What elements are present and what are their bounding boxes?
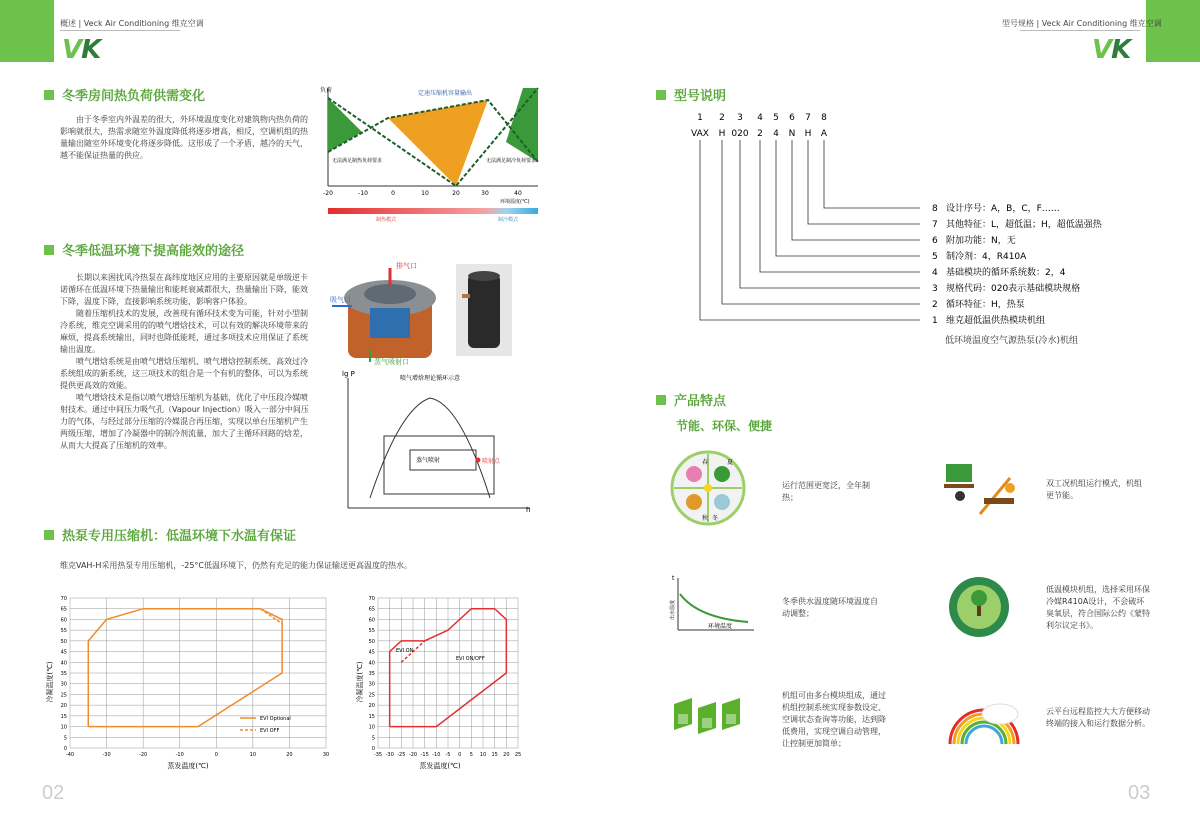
right-header-rule	[1020, 30, 1140, 31]
compressor-paragraph: 维克VAH-H采用热泵专用压缩机，-25°C低温环境下，仍然有充足的能力保证输送更高温度的热水。	[60, 561, 412, 570]
cloud-rainbow-icon	[944, 694, 1024, 750]
code-leader-line	[792, 140, 920, 240]
x-tick-label: 0	[214, 752, 218, 758]
feature-2-text: 双工况机组运行模式，机组更节能。	[1046, 479, 1142, 500]
chart-y-label: 负荷	[320, 87, 333, 94]
model-code-diagram	[680, 110, 1150, 350]
exhaust-label: 排气口	[396, 262, 417, 270]
x-tick-label: 25	[514, 752, 522, 758]
right-logo: VK	[1092, 35, 1131, 65]
legend-evi-optional: EVI Optional	[260, 716, 291, 722]
x-tick-label: -10	[432, 752, 441, 758]
y-tick-label: 70	[60, 596, 67, 602]
legend-number: 1	[932, 316, 938, 326]
feature-6-text: 云平台远程监控大大方便移动终端的接入和运行数据分析。	[1046, 707, 1150, 728]
x-tick-label: -30	[385, 752, 394, 758]
y-tick-label: 50	[60, 638, 67, 645]
compressor-photo	[456, 264, 512, 356]
x-tick-label: -25	[397, 752, 406, 758]
y-tick-label: 20	[60, 703, 67, 710]
left-accent-bar	[0, 0, 54, 62]
tick-5: 20	[452, 190, 460, 197]
ph-y-label: lg P	[342, 370, 355, 378]
legend-text: 循环特征：H，热泵	[946, 300, 1025, 310]
y-tick-label: 5	[63, 735, 67, 742]
legend-number: 5	[932, 252, 938, 262]
x-tick-label: 0	[458, 752, 462, 758]
modules-icon	[670, 694, 752, 740]
efficiency-paragraph-4: 喷气增焓技术是指以喷气增焓压缩机为基础，优化了中压段冷媒喷射技术。通过中间压力吸气孔（Vapour Injection）吸入一部分中间压力的气体，与经过部分压缩的冷媒混合再压缩，实现以单台压缩机产生两级压缩，增加了冷凝器中的制冷剂流量，加大了主循环回路的焓差，从而大大提高了压缩机的效率。	[60, 393, 309, 450]
page-number-left: 02	[42, 782, 65, 804]
code-leader-line	[808, 140, 920, 224]
x-tick-label: 5	[469, 752, 473, 758]
x-tick-label: 15	[491, 752, 498, 758]
season-winter: 冬	[712, 515, 719, 522]
envelope-2-y-label: 冷凝温度(℃)	[356, 661, 364, 703]
compressor-cutaway-image	[330, 258, 450, 368]
efficiency-paragraph-1: 长期以来困扰风冷热泵在高纬度地区应用的主要原因就是单级逆卡诺循环在低温环境下热量输出和能耗衰减都很大，热量输出下降，能效下降，温度下降，直接影响系统功能，影响客户体验。	[60, 273, 308, 306]
feature-5-text: 机组可由多台模块组成，通过机组控制系统实现参数设定、空调状态查询等功能，达到降低费用，实现空调自动管理，让控制更加简单；	[782, 691, 886, 748]
right-green-region	[506, 88, 538, 162]
chart-left-label: 无法满足制热负荷要求	[332, 158, 383, 164]
tick-6: 30	[481, 190, 489, 197]
ph-cycle-rect	[384, 436, 494, 494]
tick-4: 10	[421, 190, 429, 197]
code-value: 020	[731, 129, 749, 139]
suction-label: 吸气口	[330, 296, 351, 304]
code-leader-line	[700, 140, 920, 320]
legend-number: 2	[932, 300, 938, 310]
y-tick-label: 25	[60, 692, 67, 699]
efficiency-paragraph-2: 随着压缩机技术的发展，改善现有循环技术变为可能，针对小型制冷系统，维克空调采用的的喷气增焓技术，可以有效的解决环境带来的麻烦，提高系统输出，同时也降低能耗，通过多项技术应用保证了系统输出温度。	[60, 309, 308, 354]
legend-text: 维克超低温供热模块机组	[946, 316, 1046, 326]
section-title-efficiency: 冬季低温环境下提高能效的途径	[44, 240, 244, 259]
x-tick-label: 10	[249, 752, 257, 758]
series-evi-off	[260, 609, 282, 624]
code-digit: 8	[821, 113, 827, 123]
code-leader-line	[776, 140, 920, 256]
y-tick-label: 40	[368, 660, 375, 667]
legend-text: 基础模块的循环系统数：2，4	[946, 268, 1066, 278]
legend-number: 3	[932, 284, 938, 294]
tick-3: 0	[391, 190, 395, 197]
chart-right-label: 无法满足制冷负荷要求	[486, 158, 537, 164]
y-tick-label: 5	[371, 735, 375, 742]
x-tick-label: 20	[503, 752, 510, 758]
tick-7: 40	[514, 190, 522, 197]
ph-point-label: 喷射点	[482, 458, 501, 465]
model-code-rows	[691, 113, 1103, 326]
chart-x-label: 环境温度(℃)	[500, 199, 530, 205]
legend-number: 8	[932, 204, 938, 214]
code-value: N	[788, 129, 796, 139]
code-digit: 4	[757, 113, 763, 123]
y-tick-label: 10	[60, 724, 67, 731]
legend-text: 制冷剂：4，R410A	[946, 252, 1027, 262]
y-tick-label: 30	[60, 681, 67, 688]
code-value: 4	[773, 129, 779, 139]
y-tick-label: 60	[368, 617, 375, 624]
mini-t-label: t	[672, 575, 675, 582]
y-tick-label: 40	[60, 660, 67, 667]
x-tick-label: -5	[445, 752, 451, 758]
y-tick-label: 65	[60, 606, 67, 613]
feature-1-text: 运行范围更宽泛，全年制热；	[782, 481, 870, 502]
envelope-1-x-label: 蒸发温度(℃)	[167, 762, 209, 770]
dual-mode-icon	[940, 458, 1022, 520]
ph-title: 喷气增焓理论循环示意	[400, 375, 461, 382]
efficiency-paragraph-3: 喷气增焓系统是由喷气增焓压缩机、喷气增焓控制系统、高效过冷系统组成的新系统，这三项技术的组合是一个有机的整体，可以为系统提供更高效的效能。	[60, 357, 308, 390]
code-value: 2	[757, 129, 763, 139]
left-green-region	[328, 98, 362, 152]
y-tick-label: 45	[60, 649, 67, 656]
code-value: VAX	[691, 129, 709, 139]
features-subheading: 节能、环保、便捷	[676, 419, 773, 433]
y-tick-label: 15	[60, 713, 67, 720]
legend-text: 附加功能：N，无	[946, 236, 1016, 246]
code-value: A	[820, 129, 828, 139]
mini-x-label: 环境温度	[708, 623, 733, 630]
code-leader-line	[740, 140, 920, 288]
feature-4-text: 低温模块机组，选择采用环保冷媒R410A设计，不会破坏臭氧层，符合国际公约《蒙特利尔议定书》。	[1046, 585, 1150, 630]
section-title-model: 型号说明	[656, 85, 726, 104]
legend-text: 其他特征：L，超低温；H，超低温强热	[946, 220, 1102, 230]
code-value: H	[718, 129, 726, 139]
heat-mode-label: 制热模式	[376, 217, 397, 222]
water-temp-mini-chart	[668, 574, 758, 634]
heat-load-chart	[318, 82, 544, 222]
tick-1: -20	[323, 190, 333, 197]
code-digit: 6	[789, 113, 795, 123]
seasons-icon	[670, 450, 746, 526]
mini-y-label: 出水温度	[670, 599, 676, 620]
y-tick-label: 50	[368, 638, 375, 645]
y-tick-label: 0	[371, 746, 375, 752]
x-tick-label: -15	[420, 752, 429, 758]
envelope-1-y-label: 冷凝温度(℃)	[46, 661, 54, 703]
tick-2: -10	[358, 190, 368, 197]
legend-text: 规格代码：020表示基础模块规格	[946, 284, 1081, 294]
label-evi-onoff: EVI ON/OFF	[456, 656, 485, 662]
code-leader-line	[760, 140, 920, 272]
ph-saturation-dome	[370, 398, 490, 498]
model-legend-extra: 低环境温度空气源热泵(冷水)机组	[945, 336, 1079, 346]
code-leader-line	[722, 140, 920, 304]
code-digit: 7	[805, 113, 811, 123]
y-tick-label: 30	[368, 681, 375, 688]
cool-mode-label: 制冷模式	[498, 217, 519, 222]
envelope-1-plot	[61, 596, 330, 758]
y-tick-label: 45	[368, 649, 375, 656]
legend-number: 4	[932, 268, 938, 278]
y-tick-label: 70	[368, 596, 375, 602]
y-tick-label: 35	[60, 671, 67, 677]
x-tick-label: -30	[102, 752, 111, 758]
y-tick-label: 25	[368, 692, 375, 699]
envelope-chart-1	[44, 592, 336, 770]
ph-inner-label: 蒸气喷射	[416, 457, 441, 464]
y-tick-label: 55	[368, 628, 375, 635]
code-leader-line	[824, 140, 920, 208]
legend-evi-off: EVI OFF	[260, 728, 280, 734]
left-logo: VK	[62, 35, 101, 65]
left-header-rule	[60, 30, 180, 31]
y-tick-label: 15	[368, 713, 375, 720]
code-digit: 3	[737, 113, 743, 123]
heat-load-paragraph: 由于冬季室内外温差的很大，外环境温度变化对建筑物内热负荷的影响就很大，热需求随室外温度降低将逐步增高，相反，空调机组的热量输出随室外环境变化将逐步降低。这形成了一个矛盾，越冷的天气，越不能保证热量的供应。	[60, 115, 308, 160]
code-value: H	[804, 129, 812, 139]
x-tick-label: -35	[373, 752, 383, 758]
y-tick-label: 0	[63, 746, 67, 752]
season-spring: 春	[702, 459, 709, 466]
code-digit: 2	[719, 113, 725, 123]
x-tick-label: -40	[65, 752, 75, 758]
jet-label: 蒸气喷射口	[374, 358, 409, 366]
ph-diagram	[340, 368, 536, 514]
season-autumn: 秋	[702, 515, 709, 522]
x-tick-label: 30	[322, 752, 330, 758]
chart-top-label: 定速压缩机容量输出	[418, 90, 473, 97]
section-title-features: 产品特点	[656, 390, 726, 409]
y-tick-label: 10	[368, 724, 375, 731]
code-digit: 1	[697, 113, 703, 123]
x-tick-label: -10	[175, 752, 184, 758]
y-tick-label: 60	[60, 617, 67, 624]
right-header-text: 型号规格 | Veck Air Conditioning 维克空调	[1002, 19, 1162, 28]
y-tick-label: 20	[368, 703, 375, 710]
legend-text: 设计序号：A，B，C，F……	[946, 204, 1060, 214]
ph-x-label: h	[526, 506, 531, 514]
season-summer: 夏	[727, 459, 734, 466]
section-title-compressor: 热泵专用压缩机：低温环境下水温有保证	[44, 525, 296, 544]
section-title-heat-load: 冬季房间热负荷供需变化	[44, 85, 205, 104]
envelope-2-x-label: 蒸发温度(℃)	[419, 762, 461, 770]
y-tick-label: 55	[60, 628, 67, 635]
legend-number: 7	[932, 220, 938, 230]
y-tick-label: 65	[368, 606, 375, 613]
chart-ticks	[323, 190, 522, 197]
x-tick-label: -20	[139, 752, 148, 758]
envelope-chart-2	[354, 592, 526, 770]
code-digit: 5	[773, 113, 779, 123]
eco-globe-icon	[946, 574, 1012, 640]
feature-3-text: 冬季供水温度随环境温度自动调整；	[782, 597, 878, 618]
ph-injection-point	[476, 458, 481, 463]
page-number-right: 03	[1128, 782, 1151, 804]
y-tick-label: 35	[368, 671, 375, 677]
legend-number: 6	[932, 236, 938, 246]
left-header-text: 概述 | Veck Air Conditioning 维克空调	[60, 19, 204, 28]
label-evi-on: EVI ON	[396, 648, 414, 654]
x-tick-label: -20	[408, 752, 418, 758]
x-tick-label: 20	[286, 752, 293, 758]
mode-gradient-bar	[328, 208, 538, 214]
right-accent-bar	[1146, 0, 1200, 62]
x-tick-label: 10	[479, 752, 487, 758]
efficiency-text-block	[60, 272, 315, 452]
envelope-2-plot	[369, 596, 522, 758]
